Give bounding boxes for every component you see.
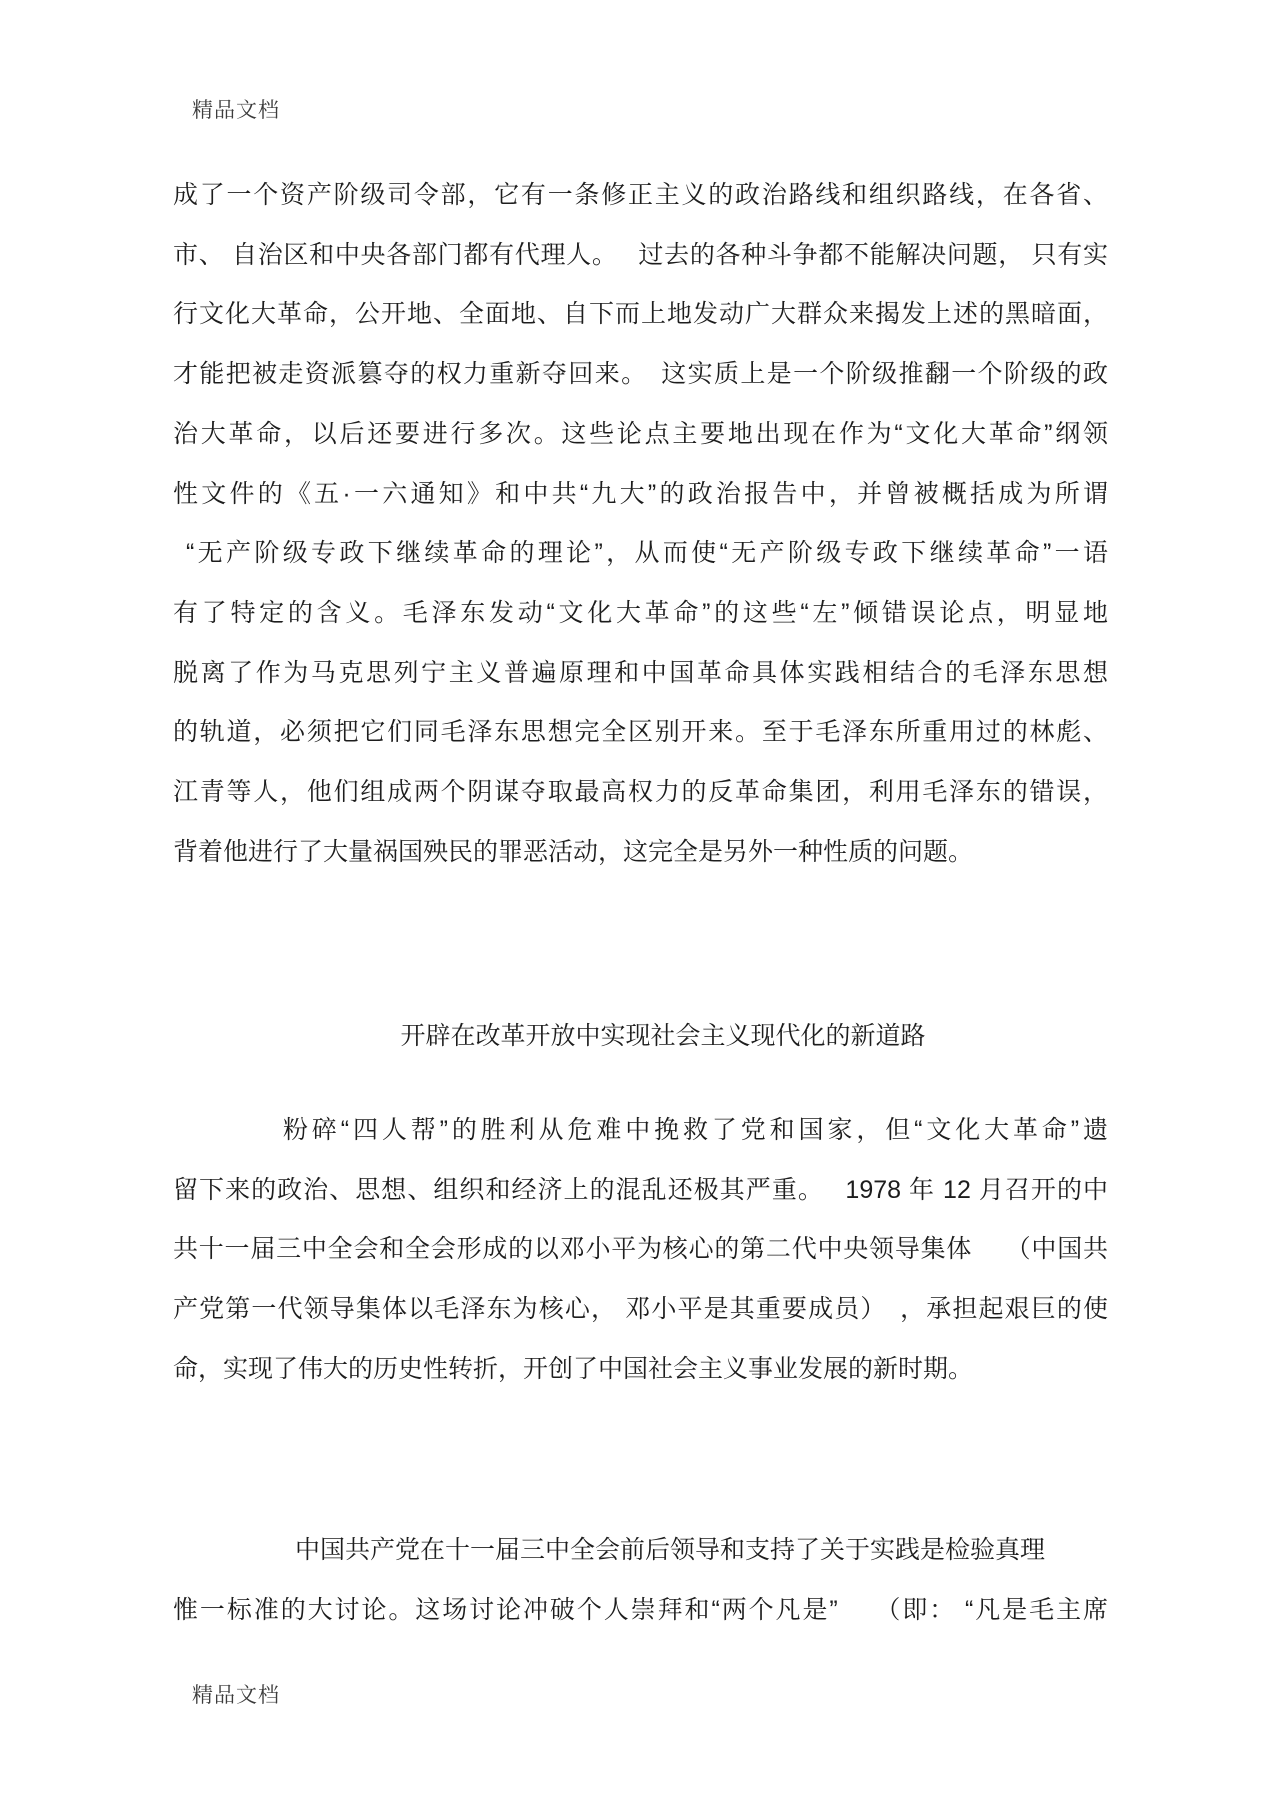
body-line: 产党第一代领导集体以毛泽东为核心， 邓小平是其重要成员） ，承担起艰巨的使 bbox=[173, 1295, 1108, 1324]
body-line: 江青等人，他们组成两个阴谋夺取最高权力的反革命集团，利用毛泽东的错误， bbox=[173, 778, 1108, 807]
body-line: 粉碎“四人帮”的胜利从危难中挽救了党和国家，但“文化大革命”遗 bbox=[283, 1116, 1108, 1144]
body-line: 的轨道，必须把它们同毛泽东思想完全区别开来。至于毛泽东所重用过的林彪、 bbox=[173, 718, 1108, 747]
page-header-watermark: 精品文档 bbox=[192, 99, 280, 122]
page-footer-watermark: 精品文档 bbox=[192, 1684, 280, 1707]
body-line: 市、 自治区和中央各部门都有代理人。 过去的各种斗争都不能解决问题， 只有实 bbox=[173, 240, 1108, 269]
body-line: 背着他进行了大量祸国殃民的罪恶活动，这完全是另外一种性质的问题。 bbox=[173, 837, 974, 866]
body-line: 惟一标准的大讨论。这场讨论冲破个人崇拜和“两个凡是” （即： “凡是毛主席 bbox=[173, 1595, 1108, 1624]
paragraph-1 bbox=[173, 166, 1108, 882]
body-line: 有了特定的含义。毛泽东发动“文化大革命”的这些“左”倾错误论点，明显地 bbox=[173, 598, 1108, 627]
paragraph-3 bbox=[173, 1521, 1108, 1640]
paragraph-2 bbox=[173, 1101, 1108, 1400]
section-heading: 开辟在改革开放中实现社会主义现代化的新道路 bbox=[400, 1022, 926, 1050]
body-line: 中国共产党在十一届三中全会前后领导和支持了关于实践是检验真理 bbox=[295, 1536, 1046, 1564]
body-line: 共十一届三中全会和全会形成的以邓小平为核心的第二代中央领导集体 （中国共 bbox=[173, 1235, 1108, 1264]
body-line: 性文件的《五·一六通知》和中共“九大”的政治报告中，并曾被概括成为所谓 bbox=[173, 479, 1108, 508]
body-line: 才能把被走资派篡夺的权力重新夺回来。 这实质上是一个阶级推翻一个阶级的政 bbox=[173, 360, 1108, 389]
body-line: “无产阶级专政下继续革命的理论”，从而使“无产阶级专政下继续革命”一语 bbox=[186, 539, 1108, 568]
body-line: 治大革命，以后还要进行多次。这些论点主要地出现在作为“文化大革命”纲领 bbox=[173, 419, 1108, 448]
body-line: 命，实现了伟大的历史性转折，开创了中国社会主义事业发展的新时期。 bbox=[173, 1354, 974, 1383]
body-line: 脱离了作为马克思列宁主义普遍原理和中国革命具体实践相结合的毛泽东思想 bbox=[173, 658, 1108, 687]
body-line: 留下来的政治、思想、组织和经济上的混乱还极其严重。 1978 年 12 月召开的中 bbox=[173, 1175, 1108, 1204]
body-line: 成了一个资产阶级司令部，它有一条修正主义的政治路线和组织路线，在各省、 bbox=[173, 181, 1108, 209]
body-line: 行文化大革命，公开地、全面地、自下而上地发动广大群众来揭发上述的黑暗面， bbox=[173, 300, 1108, 329]
